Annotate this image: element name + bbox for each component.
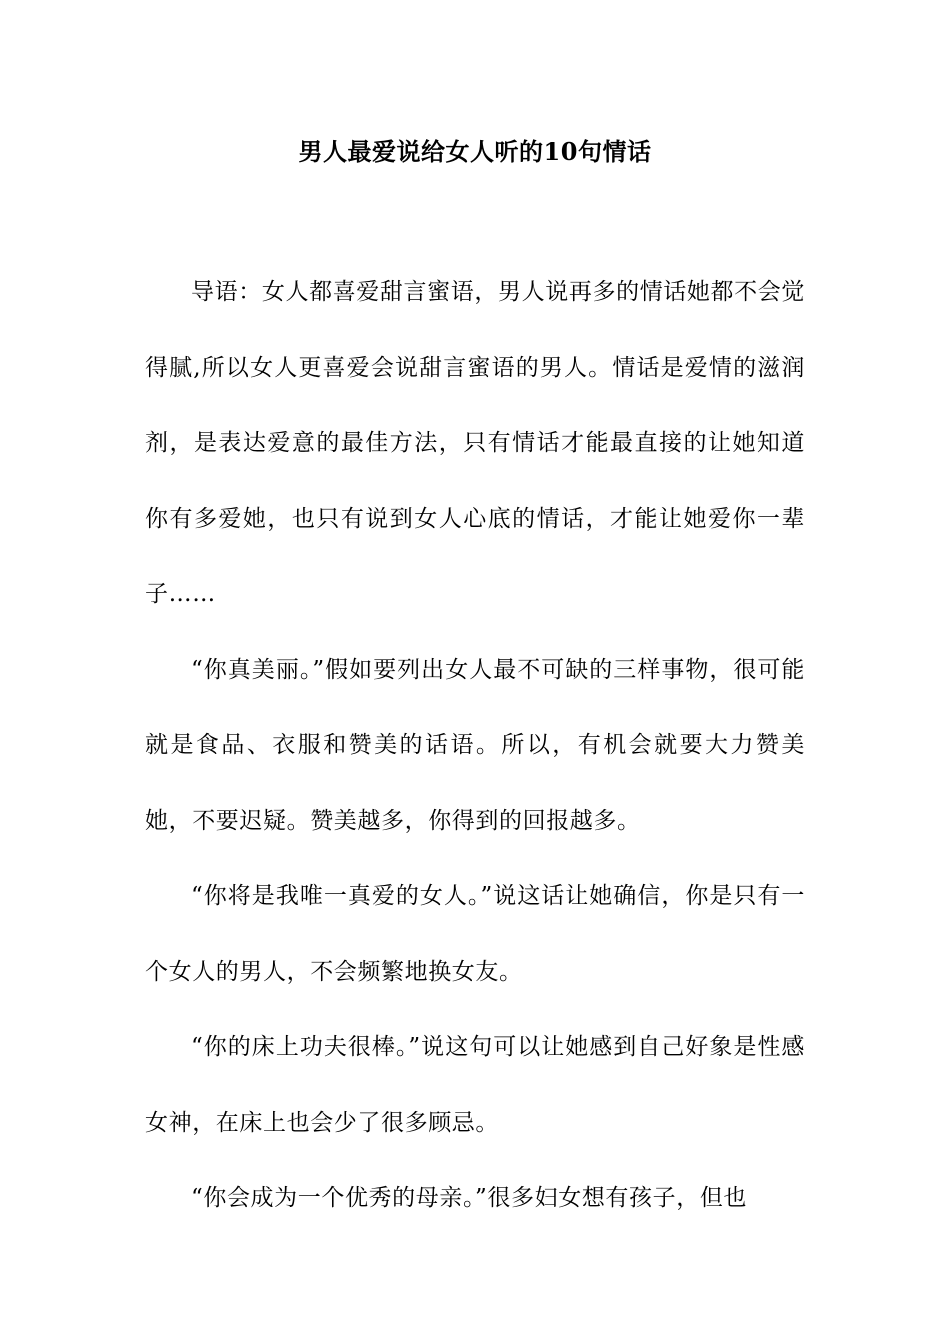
document-title: 男人最爱说给女人听的10句情话: [298, 137, 652, 166]
paragraph-intro: 导语：女人都喜爱甜言蜜语，男人说再多的情话她都不会觉得腻,所以女人更喜爱会说甜言蜜语的男人。情话是爱情的滋润剂，是表达爱意的最佳方法，只有情话才能最直接的让她知道你有多爱她，也只有说到女人心底的情话，才能让她爱你一辈子……: [145, 279, 805, 607]
paragraph-3: “你的床上功夫很棒。”说这句可以让她感到自己好象是性感女神，在床上也会少了很多顾忌。: [145, 1034, 805, 1136]
document-body: [145, 255, 805, 1237]
paragraph-2: “你将是我唯一真爱的女人。”说这话让她确信，你是只有一个女人的男人，不会频繁地换女友。: [145, 883, 805, 985]
paragraph-4: “你会成为一个优秀的母亲。”很多妇女想有孩子，但也: [191, 1185, 748, 1211]
paragraph-1: “你真美丽。”假如要列出女人最不可缺的三样事物，很可能就是食品、衣服和赞美的话语。所以，有机会就要大力赞美她，不要迟疑。赞美越多，你得到的回报越多。: [145, 656, 805, 834]
